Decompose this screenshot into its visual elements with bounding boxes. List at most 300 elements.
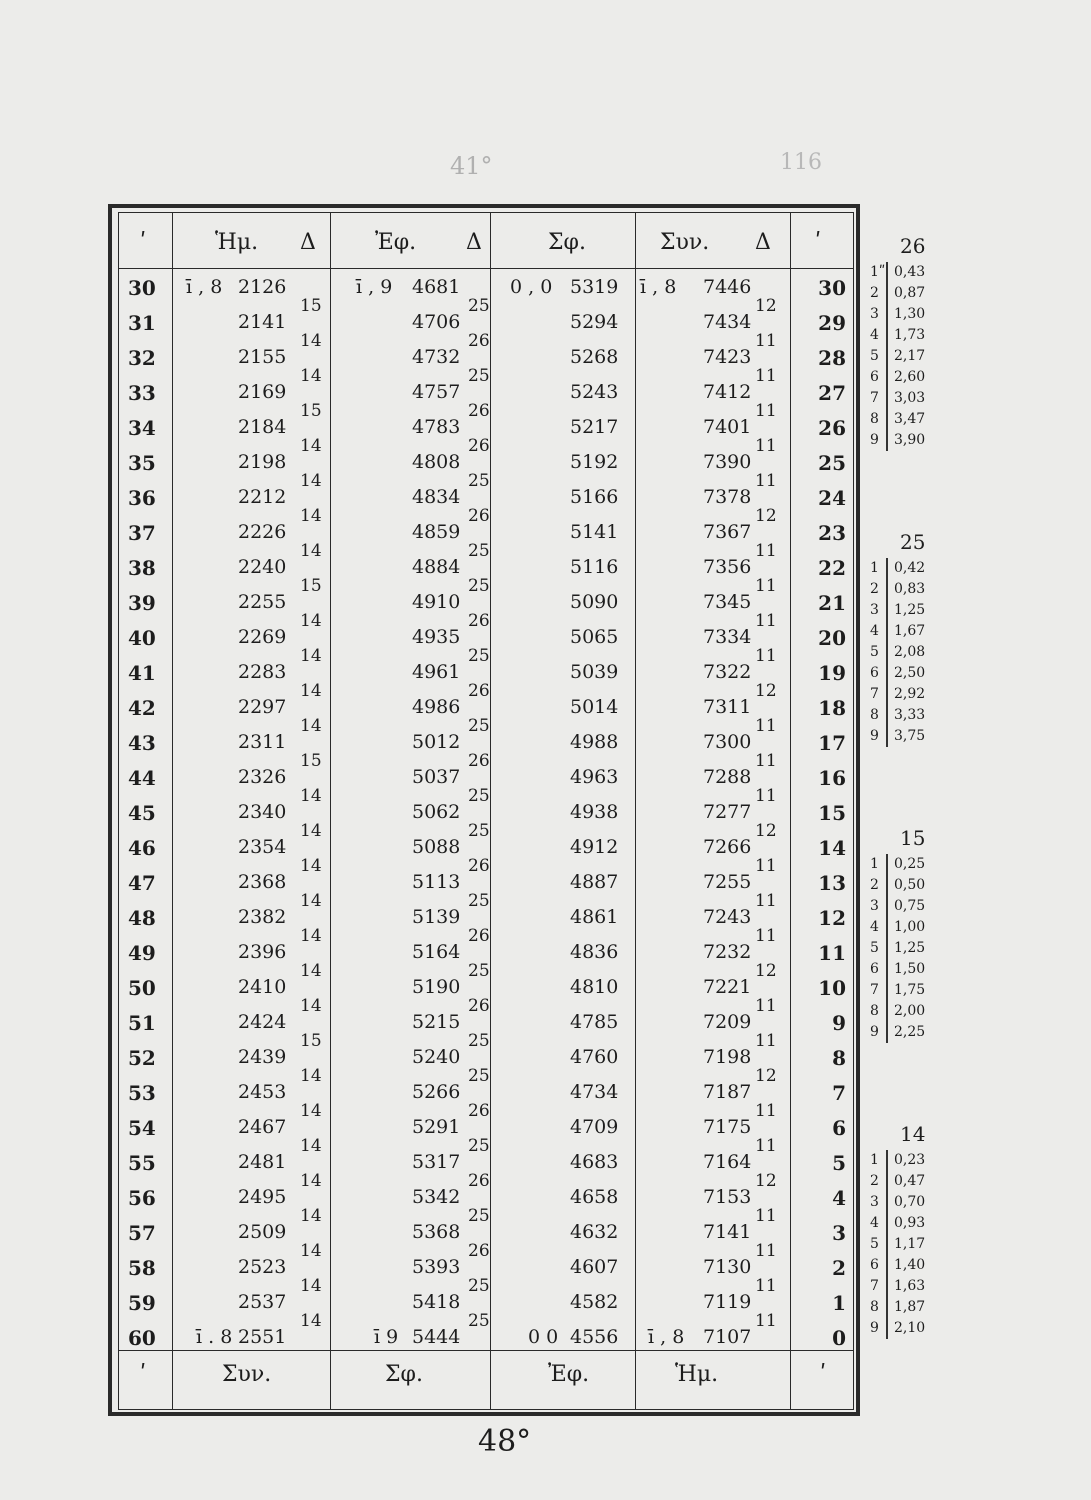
row-minute-right: 3: [832, 1221, 846, 1245]
row-minute-right: 18: [818, 696, 846, 720]
row-tangent: 5190: [412, 976, 461, 998]
prop-parts-index: 4: [870, 327, 879, 343]
row-tangent: 4681: [412, 276, 461, 298]
diff-cosine: 11: [755, 1275, 777, 1296]
row-minute-right: 17: [818, 731, 846, 755]
prop-parts-value: 1,50: [894, 961, 926, 977]
row-cosine: 7356: [703, 556, 752, 578]
diff-tangent: 26: [468, 435, 490, 456]
row-minute-right: 9: [832, 1011, 846, 1035]
row-minute-right: 30: [818, 276, 846, 300]
prop-parts-index: 1ʺ: [870, 264, 886, 280]
row-sine: 2537: [238, 1291, 287, 1313]
row-cotangent: 5294: [570, 311, 619, 333]
header-minute-right: ʹ: [815, 230, 822, 255]
row-minute: 33: [128, 381, 156, 405]
row-minute: 37: [128, 521, 156, 545]
prop-parts-index: 3: [870, 602, 879, 618]
row-minute-right: 13: [818, 871, 846, 895]
row-minute: 40: [128, 626, 156, 650]
prop-parts-index: 6: [870, 961, 879, 977]
diff-tangent: 26: [468, 505, 490, 526]
prop-parts-value: 0,42: [894, 560, 926, 576]
prop-parts-value: 3,75: [894, 728, 926, 744]
diff-cosine: 12: [755, 295, 777, 316]
prop-parts-value: 0,23: [894, 1152, 926, 1168]
row-minute-right: 11: [818, 941, 846, 965]
row-minute-right: 22: [818, 556, 846, 580]
prop-parts-value: 0,75: [894, 898, 926, 914]
row-tangent: 4859: [412, 521, 461, 543]
prop-parts-index: 4: [870, 1215, 879, 1231]
row-cotangent: 5039: [570, 661, 619, 683]
diff-cosine: 11: [755, 575, 777, 596]
row-sine: 2169: [238, 381, 287, 403]
prop-parts-index: 1: [870, 560, 879, 576]
diff-cosine: 11: [755, 540, 777, 561]
prop-parts-index: 9: [870, 728, 879, 744]
diff-sine: 14: [300, 330, 322, 351]
prop-parts-title: 26: [900, 234, 926, 258]
row-minute-right: 1: [832, 1291, 846, 1315]
diff-cosine: 11: [755, 365, 777, 386]
prop-parts-value: 3,03: [894, 390, 926, 406]
prop-parts-value: 0,50: [894, 877, 926, 893]
prop-parts-index: 7: [870, 982, 879, 998]
diff-tangent: 25: [468, 960, 490, 981]
row-sine: 2198: [238, 451, 287, 473]
header-cosine: Συν.: [660, 230, 710, 255]
prop-parts-index: 3: [870, 1194, 879, 1210]
diff-cosine: 11: [755, 1310, 777, 1331]
row-sine: 2155: [238, 346, 287, 368]
row-minute-right: 29: [818, 311, 846, 335]
diff-tangent: 26: [468, 925, 490, 946]
diff-sine: 14: [300, 995, 322, 1016]
diff-tangent: 25: [468, 1135, 490, 1156]
row-sine: 2283: [238, 661, 287, 683]
row-tangent: 4910: [412, 591, 461, 613]
row-cosine: 7367: [703, 521, 752, 543]
row-tangent: 5062: [412, 801, 461, 823]
degree-top: 41°: [450, 152, 493, 180]
diff-cosine: 11: [755, 1030, 777, 1051]
row-tangent: 5139: [412, 906, 461, 928]
row-minute-right: 27: [818, 381, 846, 405]
row-cosine: 7277: [703, 801, 752, 823]
row-minute-right: 24: [818, 486, 846, 510]
prop-parts-index: 6: [870, 665, 879, 681]
row-tangent: 5240: [412, 1046, 461, 1068]
row-cotangent: 5116: [570, 556, 619, 578]
row-minute-right: 6: [832, 1116, 846, 1140]
diff-cosine: 12: [755, 680, 777, 701]
column-divider: [490, 212, 491, 1410]
row-minute-right: 21: [818, 591, 846, 615]
row-minute-right: 2: [832, 1256, 846, 1280]
row-cotangent: 5090: [570, 591, 619, 613]
row-tangent: 4706: [412, 311, 461, 333]
row-minute: 55: [128, 1151, 156, 1175]
row-minute-right: 14: [818, 836, 846, 860]
prop-parts-value: 1,25: [894, 602, 926, 618]
diff-sine: 14: [300, 435, 322, 456]
diff-cosine: 12: [755, 960, 777, 981]
diff-tangent: 25: [468, 1310, 490, 1331]
row-minute: 45: [128, 801, 156, 825]
column-divider: [790, 212, 791, 1410]
row-tangent: 5266: [412, 1081, 461, 1103]
prefix-tangent-first: ī , 9: [356, 276, 393, 298]
header-rule: [118, 268, 854, 269]
diff-tangent: 25: [468, 1030, 490, 1051]
prefix-sine-first: ī , 8: [186, 276, 223, 298]
row-minute-right: 7: [832, 1081, 846, 1105]
row-sine: 2240: [238, 556, 287, 578]
row-sine: 2410: [238, 976, 287, 998]
row-sine: 2226: [238, 521, 287, 543]
row-sine: 2212: [238, 486, 287, 508]
row-sine: 2481: [238, 1151, 287, 1173]
prop-parts-value: 1,75: [894, 982, 926, 998]
prop-parts-index: 7: [870, 390, 879, 406]
prop-parts-index: 5: [870, 1236, 879, 1252]
prop-parts-index: 8: [870, 1299, 879, 1315]
header-delta-1: Δ: [300, 230, 316, 255]
row-cosine: 7255: [703, 871, 752, 893]
diff-sine: 14: [300, 1310, 322, 1331]
prop-parts-index: 4: [870, 919, 879, 935]
row-cosine: 7288: [703, 766, 752, 788]
prop-parts-index: 5: [870, 348, 879, 364]
row-minute: 46: [128, 836, 156, 860]
row-minute-right: 25: [818, 451, 846, 475]
row-tangent: 4961: [412, 661, 461, 683]
prefix-cosine-first: ī , 8: [640, 276, 677, 298]
prop-parts-value: 3,33: [894, 707, 926, 723]
footer-cosine: Ἡμ.: [675, 1362, 719, 1387]
row-sine: 2467: [238, 1116, 287, 1138]
row-minute-right: 16: [818, 766, 846, 790]
row-cosine: 7221: [703, 976, 752, 998]
row-sine: 2297: [238, 696, 287, 718]
row-cosine: 7401: [703, 416, 752, 438]
footer-minute-right: ʹ: [820, 1362, 827, 1387]
prop-parts-index: 7: [870, 1278, 879, 1294]
row-minute: 49: [128, 941, 156, 965]
diff-tangent: 26: [468, 1100, 490, 1121]
diff-cosine: 11: [755, 1135, 777, 1156]
row-minute: 48: [128, 906, 156, 930]
diff-tangent: 26: [468, 400, 490, 421]
row-tangent: 4757: [412, 381, 461, 403]
diff-cosine: 11: [755, 1205, 777, 1226]
diff-tangent: 26: [468, 750, 490, 771]
row-tangent: 4834: [412, 486, 461, 508]
diff-sine: 15: [300, 1030, 322, 1051]
header-tangent: Ἐφ.: [375, 230, 417, 255]
prop-parts-title: 25: [900, 530, 926, 554]
row-sine: 2509: [238, 1221, 287, 1243]
prefix-sine-last: ī . 8: [196, 1326, 233, 1348]
prefix-cosine-last: ī , 8: [648, 1326, 685, 1348]
row-tangent: 5418: [412, 1291, 461, 1313]
header-sine: Ἡμ.: [215, 230, 259, 255]
diff-cosine: 12: [755, 820, 777, 841]
row-minute: 54: [128, 1116, 156, 1140]
row-cotangent: 4658: [570, 1186, 619, 1208]
diff-sine: 14: [300, 820, 322, 841]
row-minute-right: 26: [818, 416, 846, 440]
prop-parts-title: 14: [900, 1122, 926, 1146]
row-sine: 2424: [238, 1011, 287, 1033]
prop-parts-value: 2,60: [894, 369, 926, 385]
prefix-tangent-last: ī 9: [374, 1326, 399, 1348]
row-minute-right: 10: [818, 976, 846, 1000]
row-cotangent: 4556: [570, 1326, 619, 1348]
diff-sine: 14: [300, 470, 322, 491]
row-minute: 35: [128, 451, 156, 475]
prop-parts-index: 4: [870, 623, 879, 639]
diff-sine: 14: [300, 1135, 322, 1156]
prop-parts-value: 1,67: [894, 623, 926, 639]
row-cosine: 7412: [703, 381, 752, 403]
row-tangent: 5012: [412, 731, 461, 753]
row-cosine: 7334: [703, 626, 752, 648]
prop-parts-value: 2,92: [894, 686, 926, 702]
diff-sine: 14: [300, 960, 322, 981]
row-cosine: 7434: [703, 311, 752, 333]
prop-parts-value: 2,08: [894, 644, 926, 660]
row-tangent: 4732: [412, 346, 461, 368]
diff-cosine: 11: [755, 925, 777, 946]
diff-cosine: 11: [755, 1100, 777, 1121]
footer-sine: Συν.: [222, 1362, 272, 1387]
diff-sine: 15: [300, 295, 322, 316]
prop-parts-bar: [886, 1150, 888, 1339]
row-cosine: 7141: [703, 1221, 752, 1243]
diff-sine: 14: [300, 645, 322, 666]
row-minute-right: 4: [832, 1186, 846, 1210]
row-cotangent: 4988: [570, 731, 619, 753]
diff-tangent: 25: [468, 540, 490, 561]
row-cotangent: 4785: [570, 1011, 619, 1033]
page-number-top: 116: [780, 150, 822, 175]
prop-parts-value: 0,93: [894, 1215, 926, 1231]
prop-parts-value: 2,00: [894, 1003, 926, 1019]
row-cosine: 7232: [703, 941, 752, 963]
diff-tangent: 26: [468, 610, 490, 631]
row-minute: 59: [128, 1291, 156, 1315]
row-cosine: 7446: [703, 276, 752, 298]
row-sine: 2495: [238, 1186, 287, 1208]
row-cotangent: 5319: [570, 276, 619, 298]
diff-cosine: 11: [755, 995, 777, 1016]
row-sine: 2453: [238, 1081, 287, 1103]
prefix-cotangent-first: 0 , 0: [510, 276, 553, 298]
prefix-cotangent-last: 0 0: [528, 1326, 559, 1348]
diff-sine: 14: [300, 365, 322, 386]
prop-parts-value: 0,70: [894, 1194, 926, 1210]
row-sine: 2396: [238, 941, 287, 963]
prop-parts-title: 15: [900, 826, 926, 850]
prop-parts-index: 6: [870, 369, 879, 385]
diff-cosine: 11: [755, 855, 777, 876]
row-minute-right: 0: [832, 1326, 846, 1350]
row-minute: 31: [128, 311, 156, 335]
row-cotangent: 5217: [570, 416, 619, 438]
column-divider: [330, 212, 331, 1410]
row-cosine: 7390: [703, 451, 752, 473]
row-cotangent: 4582: [570, 1291, 619, 1313]
prop-parts-bar: [886, 558, 888, 747]
row-cosine: 7107: [703, 1326, 752, 1348]
degree-bottom: 48°: [478, 1424, 532, 1459]
prop-parts-index: 6: [870, 1257, 879, 1273]
diff-sine: 14: [300, 925, 322, 946]
row-tangent: 5317: [412, 1151, 461, 1173]
prop-parts-value: 0,83: [894, 581, 926, 597]
row-tangent: 5215: [412, 1011, 461, 1033]
diff-tangent: 25: [468, 1205, 490, 1226]
row-cotangent: 4760: [570, 1046, 619, 1068]
diff-tangent: 25: [468, 575, 490, 596]
row-cotangent: 4683: [570, 1151, 619, 1173]
row-cotangent: 4887: [570, 871, 619, 893]
prop-parts-value: 0,87: [894, 285, 926, 301]
prop-parts-value: 1,73: [894, 327, 926, 343]
row-minute: 58: [128, 1256, 156, 1280]
diff-cosine: 11: [755, 715, 777, 736]
diff-cosine: 11: [755, 470, 777, 491]
row-sine: 2368: [238, 871, 287, 893]
diff-cosine: 11: [755, 435, 777, 456]
row-minute-right: 8: [832, 1046, 846, 1070]
diff-cosine: 12: [755, 1170, 777, 1191]
row-minute-right: 23: [818, 521, 846, 545]
prop-parts-value: 1,25: [894, 940, 926, 956]
column-divider: [635, 212, 636, 1410]
row-cosine: 7164: [703, 1151, 752, 1173]
prop-parts-index: 9: [870, 432, 879, 448]
row-cotangent: 4810: [570, 976, 619, 998]
row-tangent: 4986: [412, 696, 461, 718]
row-cotangent: 5141: [570, 521, 619, 543]
row-cosine: 7322: [703, 661, 752, 683]
row-tangent: 5088: [412, 836, 461, 858]
diff-cosine: 11: [755, 750, 777, 771]
row-minute: 41: [128, 661, 156, 685]
row-tangent: 4935: [412, 626, 461, 648]
diff-tangent: 25: [468, 1065, 490, 1086]
prop-parts-index: 2: [870, 285, 879, 301]
row-cosine: 7423: [703, 346, 752, 368]
diff-tangent: 25: [468, 470, 490, 491]
row-cosine: 7130: [703, 1256, 752, 1278]
row-minute: 60: [128, 1326, 156, 1350]
diff-tangent: 25: [468, 785, 490, 806]
column-divider: [172, 212, 173, 1410]
row-cotangent: 5014: [570, 696, 619, 718]
row-cotangent: 4861: [570, 906, 619, 928]
diff-tangent: 25: [468, 715, 490, 736]
diff-tangent: 26: [468, 1240, 490, 1261]
diff-cosine: 11: [755, 1240, 777, 1261]
row-cotangent: 5192: [570, 451, 619, 473]
prop-parts-value: 3,90: [894, 432, 926, 448]
row-sine: 2255: [238, 591, 287, 613]
row-tangent: 5291: [412, 1116, 461, 1138]
diff-tangent: 26: [468, 1170, 490, 1191]
row-tangent: 4808: [412, 451, 461, 473]
row-cosine: 7243: [703, 906, 752, 928]
diff-cosine: 11: [755, 330, 777, 351]
row-cotangent: 4709: [570, 1116, 619, 1138]
row-minute: 30: [128, 276, 156, 300]
row-minute: 56: [128, 1186, 156, 1210]
row-cosine: 7311: [703, 696, 752, 718]
row-minute: 34: [128, 416, 156, 440]
row-minute-right: 20: [818, 626, 846, 650]
row-cosine: 7187: [703, 1081, 752, 1103]
row-minute-right: 28: [818, 346, 846, 370]
row-sine: 2551: [238, 1326, 287, 1348]
prop-parts-index: 8: [870, 1003, 879, 1019]
prop-parts-value: 1,30: [894, 306, 926, 322]
diff-sine: 14: [300, 1275, 322, 1296]
row-cosine: 7345: [703, 591, 752, 613]
row-sine: 2326: [238, 766, 287, 788]
row-cotangent: 4963: [570, 766, 619, 788]
row-sine: 2523: [238, 1256, 287, 1278]
diff-sine: 14: [300, 715, 322, 736]
row-minute: 52: [128, 1046, 156, 1070]
header-minute-left: ʹ: [140, 230, 147, 255]
row-cotangent: 4938: [570, 801, 619, 823]
diff-sine: 14: [300, 855, 322, 876]
row-cosine: 7266: [703, 836, 752, 858]
row-minute: 38: [128, 556, 156, 580]
diff-tangent: 25: [468, 365, 490, 386]
row-sine: 2141: [238, 311, 287, 333]
row-sine: 2439: [238, 1046, 287, 1068]
footer-rule: [118, 1350, 854, 1351]
prop-parts-index: 2: [870, 1173, 879, 1189]
row-minute-right: 15: [818, 801, 846, 825]
row-sine: 2354: [238, 836, 287, 858]
diff-tangent: 26: [468, 680, 490, 701]
row-tangent: 5393: [412, 1256, 461, 1278]
row-cosine: 7119: [703, 1291, 752, 1313]
prop-parts-value: 1,00: [894, 919, 926, 935]
diff-tangent: 25: [468, 295, 490, 316]
prop-parts-value: 0,43: [894, 264, 926, 280]
row-cotangent: 5166: [570, 486, 619, 508]
prop-parts-index: 5: [870, 644, 879, 660]
diff-sine: 14: [300, 1240, 322, 1261]
diff-tangent: 26: [468, 995, 490, 1016]
diff-sine: 14: [300, 505, 322, 526]
diff-sine: 14: [300, 1100, 322, 1121]
row-minute-right: 19: [818, 661, 846, 685]
prop-parts-index: 9: [870, 1320, 879, 1336]
diff-cosine: 11: [755, 785, 777, 806]
row-minute: 44: [128, 766, 156, 790]
row-cotangent: 4607: [570, 1256, 619, 1278]
diff-sine: 14: [300, 785, 322, 806]
prop-parts-index: 2: [870, 581, 879, 597]
row-minute: 36: [128, 486, 156, 510]
